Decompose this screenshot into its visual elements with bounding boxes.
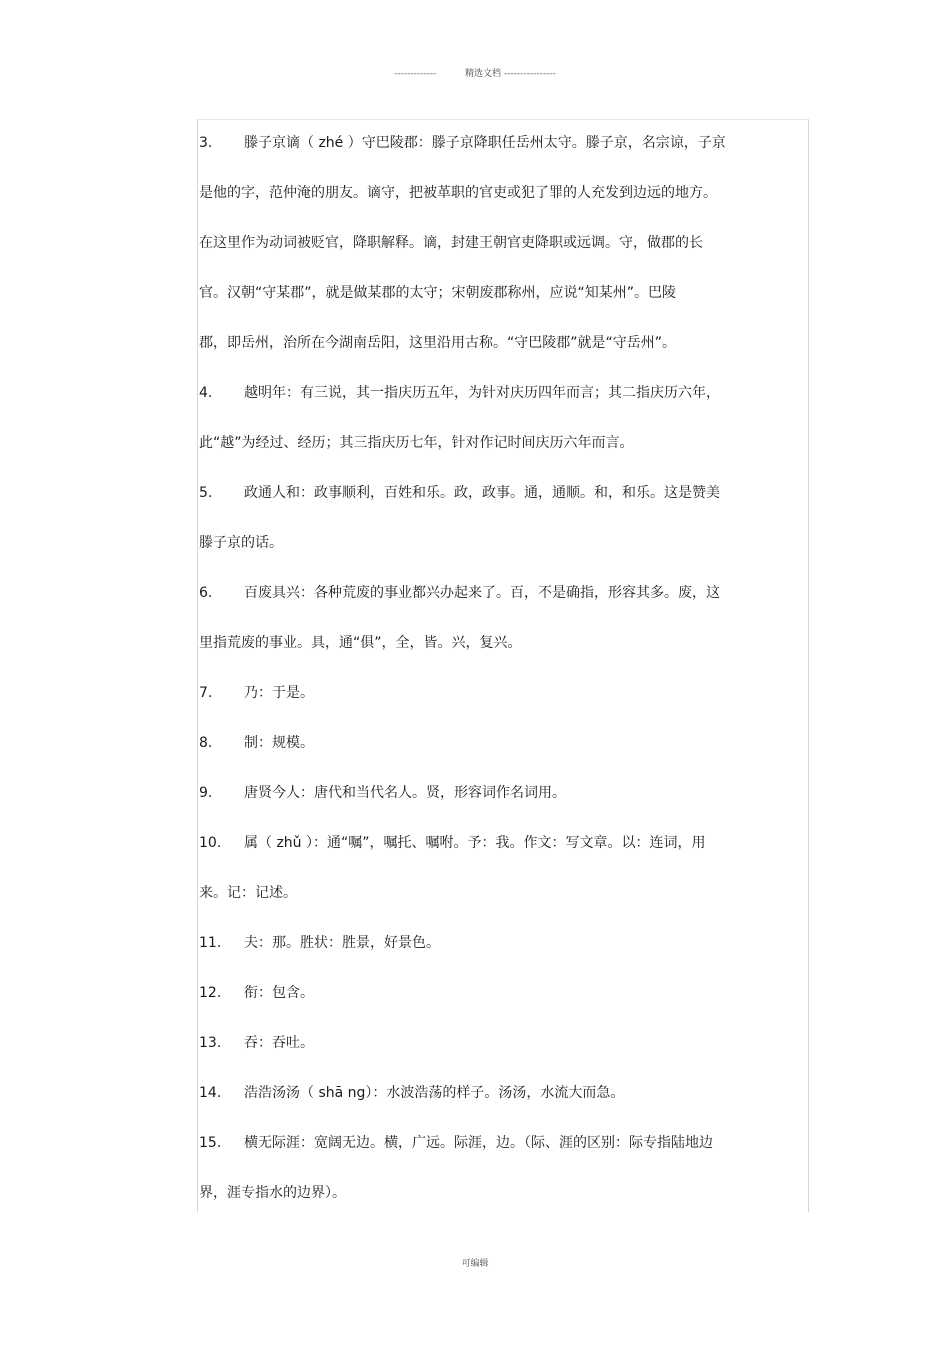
item-number: 7. xyxy=(199,685,213,701)
line-text: 浩浩汤汤（ shā ng）：水波浩荡的样子。汤汤，水流大而急。 xyxy=(244,1085,625,1101)
line-text: 滕子京的话。 xyxy=(199,535,283,551)
text-line xyxy=(199,178,769,228)
line-text: 在这里作为动词被贬官，降职解释。谪，封建王朝官吏降职或远调。守，做郡的长 xyxy=(199,235,703,251)
text-line xyxy=(199,878,769,928)
text-line xyxy=(199,628,769,678)
line-text: 百废具兴：各种荒废的事业都兴办起来了。百，不是确指，形容其多。废，这 xyxy=(244,585,720,601)
line-text: 唐贤今人：唐代和当代名人。贤，形容词作名词用。 xyxy=(244,785,566,801)
text-line xyxy=(199,128,769,178)
item-number: 4. xyxy=(199,385,213,401)
item-number: 5. xyxy=(199,485,213,501)
line-text: 横无际涯：宽阔无边。横，广远。际涯，边。（际、涯的区别：际专指陆地边 xyxy=(244,1135,713,1151)
page-header xyxy=(0,66,950,79)
line-text: 官。汉朝“守某郡”，就是做某郡的太守；宋朝废郡称州，应说“知某州”。巴陵 xyxy=(199,285,677,301)
line-text: 制：规模。 xyxy=(244,735,314,751)
text-line xyxy=(199,928,769,978)
text-line xyxy=(199,1078,769,1128)
item-number: 15. xyxy=(199,1135,222,1151)
line-text: 吞：吞吐。 xyxy=(244,1035,314,1051)
line-text: 越明年：有三说，其一指庆历五年，为针对庆历四年而言；其二指庆历六年， xyxy=(244,385,720,401)
text-line xyxy=(199,778,769,828)
text-line xyxy=(199,528,769,578)
item-number: 14. xyxy=(199,1085,222,1101)
line-text: 衔：包含。 xyxy=(244,985,314,1001)
line-text: 里指荒废的事业。具，通“俱”，全，皆。兴，复兴。 xyxy=(199,635,522,651)
line-text: 郡，即岳州，治所在今湖南岳阳，这里沿用古称。“守巴陵郡”就是“守岳州”。 xyxy=(199,335,677,351)
text-line xyxy=(199,228,769,278)
line-text: 是他的字，范仲淹的朋友。谪守，把被革职的官吏或犯了罪的人充发到边远的地方。 xyxy=(199,185,717,201)
line-text: 属（ zhǔ ）：通“嘱”，嘱托、嘱咐。予：我。作文：写文章。以：连词，用 xyxy=(244,835,706,851)
text-line xyxy=(199,378,769,428)
item-number: 13. xyxy=(199,1035,222,1051)
line-text: 来。记：记述。 xyxy=(199,885,297,901)
line-text: 夫：那。胜状：胜景，好景色。 xyxy=(244,935,440,951)
text-line xyxy=(199,728,769,778)
text-line xyxy=(199,1028,769,1078)
text-line xyxy=(199,828,769,878)
item-number: 10. xyxy=(199,835,222,851)
text-line xyxy=(199,428,769,478)
item-number: 6. xyxy=(199,585,213,601)
text-line xyxy=(199,578,769,628)
line-text: 政通人和：政事顺利，百姓和乐。政，政事。通，通顺。和，和乐。这是赞美 xyxy=(244,485,720,501)
footer-text: 可编辑 xyxy=(461,1259,489,1269)
item-number: 9. xyxy=(199,785,213,801)
text-line xyxy=(199,328,769,378)
line-text: 界，涯专指水的边界）。 xyxy=(199,1185,346,1201)
text-line xyxy=(199,1128,769,1178)
header-title: 精选文档 xyxy=(464,69,501,79)
item-number: 12. xyxy=(199,985,222,1001)
line-text: 乃：于是。 xyxy=(244,685,314,701)
annotation-list xyxy=(199,128,769,1228)
text-line xyxy=(199,978,769,1028)
header-right-dashes: ---------------- xyxy=(503,69,556,79)
line-text: 此“越”为经过、经历；其三指庆历七年，针对作记时间庆历六年而言。 xyxy=(199,435,634,451)
item-number: 8. xyxy=(199,735,213,751)
text-line xyxy=(199,1178,769,1228)
header-left-dashes: ------------- xyxy=(394,69,437,79)
text-line xyxy=(199,278,769,328)
page-footer xyxy=(0,1256,950,1269)
text-line xyxy=(199,478,769,528)
line-text: 滕子京谪（ zhé ）守巴陵郡：滕子京降职任岳州太守。滕子京，名宗谅，子京 xyxy=(244,135,726,151)
item-number: 3. xyxy=(199,135,213,151)
text-line xyxy=(199,678,769,728)
item-number: 11. xyxy=(199,935,222,951)
